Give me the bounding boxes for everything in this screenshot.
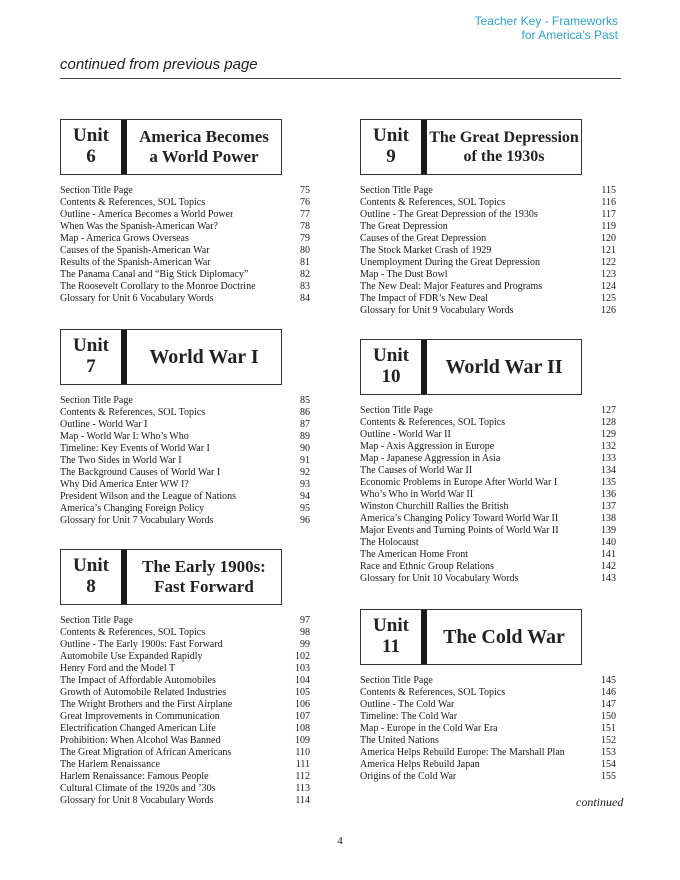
entry-page: 75 <box>300 185 310 196</box>
entry-title: Section Title Page <box>360 405 433 416</box>
contents-entry <box>60 221 310 233</box>
unit-label: Unit <box>373 125 409 146</box>
contents-entry <box>360 513 616 525</box>
entry-page: 114 <box>295 795 310 806</box>
entry-page: 83 <box>300 281 310 292</box>
contents-entry <box>360 759 616 771</box>
unit-heading-box <box>60 329 282 385</box>
entry-title: America Helps Rebuild Europe: The Marshall Plan <box>360 747 565 758</box>
contents-entry <box>360 675 616 687</box>
entry-title: When Was the Spanish-American War? <box>60 221 218 232</box>
unit-heading-box <box>60 549 282 605</box>
contents-list <box>60 615 310 807</box>
entry-page: 137 <box>601 501 616 512</box>
entry-page: 132 <box>601 441 616 452</box>
unit-title-line: America Becomes <box>139 127 269 146</box>
contents-entry <box>60 699 310 711</box>
entry-title: Outline - America Becomes a World Power <box>60 209 234 220</box>
entry-title: Section Title Page <box>360 185 433 196</box>
entry-title: Section Title Page <box>60 615 133 626</box>
unit-heading-box <box>360 339 582 395</box>
contents-entry <box>60 455 310 467</box>
unit-title-line: World War II <box>445 355 563 378</box>
unit-title <box>127 120 281 174</box>
contents-entry <box>360 453 616 465</box>
contents-entry <box>360 269 616 281</box>
unit-number <box>61 120 121 174</box>
entry-page: 147 <box>601 699 616 710</box>
entry-title: The Great Migration of African Americans <box>60 747 232 758</box>
entry-page: 80 <box>300 245 310 256</box>
contents-entry <box>60 407 310 419</box>
contents-entry <box>360 537 616 549</box>
entry-title: Timeline: Key Events of World War I <box>60 443 210 454</box>
unit-title-line: World War I <box>149 345 259 368</box>
entry-title: Harlem Renaissance: Famous People <box>60 771 209 782</box>
unit-number-value: 11 <box>382 636 400 657</box>
contents-entry <box>60 269 310 281</box>
entry-page: 125 <box>601 293 616 304</box>
entry-title: Glossary for Unit 6 Vocabulary Words <box>60 293 214 304</box>
entry-title: Outline - World War I <box>60 419 148 430</box>
entry-title: President Wilson and the League of Nations <box>60 491 237 502</box>
entry-page: 99 <box>300 639 310 650</box>
entry-page: 82 <box>300 269 310 280</box>
contents-entry <box>60 467 310 479</box>
entry-title: Origins of the Cold War <box>360 771 457 782</box>
unit-title-line: a World Power <box>149 147 259 166</box>
entry-page: 141 <box>601 549 616 560</box>
entry-page: 133 <box>601 453 616 464</box>
entry-title: Great Improvements in Communication <box>60 711 220 722</box>
contents-entry <box>60 293 310 305</box>
entry-title: Outline - The Cold War <box>360 699 455 710</box>
contents-entry <box>360 293 616 305</box>
contents-entry <box>360 573 616 585</box>
header-rule <box>60 78 621 79</box>
contents-entry <box>360 233 616 245</box>
contents-entry <box>60 479 310 491</box>
contents-entry <box>360 711 616 723</box>
contents-entry <box>360 561 616 573</box>
entry-title: Major Events and Turning Points of World War II <box>360 525 559 536</box>
contents-entry <box>60 759 310 771</box>
unit-section <box>360 339 616 585</box>
unit-title <box>427 610 581 664</box>
entry-page: 86 <box>300 407 310 418</box>
entry-page: 92 <box>300 467 310 478</box>
contents-entry <box>60 395 310 407</box>
entry-page: 143 <box>601 573 616 584</box>
contents-entry <box>60 627 310 639</box>
contents-entry <box>60 675 310 687</box>
entry-title: The American Home Front <box>360 549 469 560</box>
entry-title: Map - Europe in the Cold War Era <box>360 723 498 734</box>
entry-title: The Impact of Affordable Automobiles <box>60 675 216 686</box>
entry-page: 129 <box>601 429 616 440</box>
page-header <box>475 14 618 42</box>
unit-title <box>127 550 281 604</box>
entry-page: 112 <box>295 771 310 782</box>
entry-title: Winston Churchill Rallies the British <box>360 501 509 512</box>
entry-title: Prohibition: When Alcohol Was Banned <box>60 735 221 746</box>
contents-entry <box>60 257 310 269</box>
contents-entry <box>60 515 310 527</box>
entry-title: Unemployment During the Great Depression <box>360 257 540 268</box>
unit-heading-box <box>360 119 582 175</box>
entry-page: 79 <box>300 233 310 244</box>
entry-page: 115 <box>601 185 616 196</box>
entry-page: 122 <box>601 257 616 268</box>
entry-title: Contents & References, SOL Topics <box>360 687 506 698</box>
unit-number-value: 7 <box>86 356 96 377</box>
entry-page: 81 <box>300 257 310 268</box>
unit-number <box>361 120 421 174</box>
entry-page: 142 <box>601 561 616 572</box>
entry-page: 154 <box>601 759 616 770</box>
entry-title: Map - Japanese Aggression in Asia <box>360 453 501 464</box>
entry-title: Glossary for Unit 10 Vocabulary Words <box>360 573 519 584</box>
unit-number-value: 9 <box>386 146 396 167</box>
entry-page: 127 <box>601 405 616 416</box>
unit-title-line: The Great Depression <box>429 129 579 146</box>
contents-entry <box>60 687 310 699</box>
unit-number <box>61 330 121 384</box>
unit-section <box>360 119 616 317</box>
entry-title: Results of the Spanish-American War <box>60 257 211 268</box>
entry-page: 145 <box>601 675 616 686</box>
contents-entry <box>60 747 310 759</box>
entry-title: Who’s Who in World War II <box>360 489 474 500</box>
entry-title: Section Title Page <box>60 185 133 196</box>
unit-number <box>61 550 121 604</box>
contents-entry <box>60 185 310 197</box>
contents-entry <box>60 245 310 257</box>
contents-entry <box>360 771 616 783</box>
unit-title-line: The Cold War <box>443 625 565 648</box>
unit-label: Unit <box>73 335 109 356</box>
entry-title: Glossary for Unit 9 Vocabulary Words <box>360 305 514 316</box>
contents-entry <box>60 783 310 795</box>
contents-entry <box>360 281 616 293</box>
contents-entry <box>60 503 310 515</box>
unit-number-value: 6 <box>86 146 96 167</box>
entry-title: Glossary for Unit 7 Vocabulary Words <box>60 515 214 526</box>
contents-entry <box>60 723 310 735</box>
unit-number <box>361 610 421 664</box>
entry-title: The New Deal: Major Features and Programs <box>360 281 543 292</box>
contents-list <box>360 185 616 317</box>
entry-title: Outline - The Great Depression of the 1930s <box>360 209 538 220</box>
contents-entry <box>60 615 310 627</box>
page-number: 4 <box>337 835 343 847</box>
unit-label: Unit <box>73 555 109 576</box>
entry-page: 111 <box>295 759 310 770</box>
contents-entry <box>60 795 310 807</box>
entry-page: 106 <box>295 699 310 710</box>
unit-section <box>60 329 310 527</box>
continued-from-label: continued from previous page <box>60 56 258 73</box>
contents-entry <box>360 687 616 699</box>
contents-entry <box>360 257 616 269</box>
contents-entry <box>60 281 310 293</box>
entry-title: America’s Changing Foreign Policy <box>60 503 205 514</box>
entry-title: The Impact of FDR’s New Deal <box>360 293 489 304</box>
contents-entry <box>60 735 310 747</box>
entry-title: Contents & References, SOL Topics <box>360 197 506 208</box>
entry-title: Race and Ethnic Group Relations <box>360 561 494 572</box>
entry-page: 151 <box>601 723 616 734</box>
contents-entry <box>60 771 310 783</box>
entry-page: 123 <box>601 269 616 280</box>
contents-entry <box>360 489 616 501</box>
contents-entry <box>60 431 310 443</box>
entry-page: 103 <box>295 663 310 674</box>
contents-entry <box>360 501 616 513</box>
entry-title: Section Title Page <box>60 395 133 406</box>
contents-list <box>60 395 310 527</box>
unit-heading-box <box>60 119 282 175</box>
contents-entry <box>360 735 616 747</box>
entry-page: 87 <box>300 419 310 430</box>
entry-title: America’s Changing Policy Toward World War II <box>360 513 559 524</box>
unit-section <box>60 549 310 807</box>
contents-entry <box>360 305 616 317</box>
entry-page: 104 <box>295 675 310 686</box>
contents-entry <box>60 209 310 221</box>
entry-page: 105 <box>295 687 310 698</box>
unit-number-value: 8 <box>86 576 96 597</box>
entry-page: 90 <box>300 443 310 454</box>
contents-entry <box>360 209 616 221</box>
entry-page: 139 <box>601 525 616 536</box>
entry-title: Henry Ford and the Model T <box>60 663 176 674</box>
contents-list <box>360 405 616 585</box>
entry-page: 84 <box>300 293 310 304</box>
entry-page: 121 <box>601 245 616 256</box>
entry-title: The Background Causes of World War I <box>60 467 221 478</box>
contents-entry <box>360 429 616 441</box>
entry-title: The Harlem Renaissance <box>60 759 160 770</box>
entry-page: 91 <box>300 455 310 466</box>
contents-entry <box>360 417 616 429</box>
unit-number <box>361 340 421 394</box>
entry-title: The Roosevelt Corollary to the Monroe Doctrine <box>60 281 256 292</box>
entry-page: 138 <box>601 513 616 524</box>
entry-page: 94 <box>300 491 310 502</box>
entry-page: 150 <box>601 711 616 722</box>
entry-page: 96 <box>300 515 310 526</box>
entry-page: 128 <box>601 417 616 428</box>
unit-label: Unit <box>373 615 409 636</box>
unit-title-line: of the 1930s <box>463 148 545 165</box>
contents-entry <box>360 185 616 197</box>
entry-page: 89 <box>300 431 310 442</box>
entry-title: Glossary for Unit 8 Vocabulary Words <box>60 795 214 806</box>
entry-title: The Great Depression <box>360 221 448 232</box>
contents-entry <box>360 465 616 477</box>
entry-page: 78 <box>300 221 310 232</box>
unit-label: Unit <box>73 125 109 146</box>
contents-list <box>360 675 616 783</box>
contents-entry <box>360 549 616 561</box>
entry-title: The Causes of World War II <box>360 465 473 476</box>
entry-title: The Two Sides in World War I <box>60 455 182 466</box>
contents-entry <box>360 477 616 489</box>
entry-page: 113 <box>295 783 310 794</box>
contents-entry <box>360 221 616 233</box>
contents-entry <box>60 443 310 455</box>
contents-entry <box>60 491 310 503</box>
entry-title: Contents & References, SOL Topics <box>60 627 206 638</box>
entry-page: 155 <box>601 771 616 782</box>
entry-title: The Holocaust <box>360 537 419 548</box>
contents-entry <box>60 651 310 663</box>
unit-section <box>360 609 616 783</box>
entry-page: 135 <box>601 477 616 488</box>
entry-page: 124 <box>601 281 616 292</box>
unit-title-line: Fast Forward <box>154 577 254 596</box>
entry-page: 117 <box>601 209 616 220</box>
entry-title: Section Title Page <box>360 675 433 686</box>
entry-title: Outline - The Early 1900s: Fast Forward <box>60 639 223 650</box>
entry-title: Map - Axis Aggression in Europe <box>360 441 495 452</box>
unit-title-line: The Early 1900s: <box>142 557 266 576</box>
unit-title <box>427 120 581 174</box>
entry-page: 93 <box>300 479 310 490</box>
contents-list <box>60 185 310 305</box>
unit-title <box>427 340 581 394</box>
entry-title: Cultural Climate of the 1920s and ’30s <box>60 783 216 794</box>
entry-page: 85 <box>300 395 310 406</box>
contents-entry <box>360 723 616 735</box>
entry-page: 119 <box>601 221 616 232</box>
unit-number-value: 10 <box>381 366 401 387</box>
entry-title: Contents & References, SOL Topics <box>60 197 206 208</box>
entry-title: Outline - World War II <box>360 429 451 440</box>
entry-page: 110 <box>295 747 310 758</box>
entry-page: 152 <box>601 735 616 746</box>
entry-title: Growth of Automobile Related Industries <box>60 687 227 698</box>
entry-title: Electrification Changed American Life <box>60 723 216 734</box>
entry-title: Map - World War I: Who’s Who <box>60 431 189 442</box>
entry-title: Economic Problems in Europe After World War I <box>360 477 558 488</box>
unit-section <box>60 119 310 305</box>
entry-page: 136 <box>601 489 616 500</box>
entry-page: 109 <box>295 735 310 746</box>
unit-label: Unit <box>373 345 409 366</box>
header-line-1: Teacher Key - Frameworks <box>474 14 618 28</box>
entry-page: 134 <box>601 465 616 476</box>
entry-page: 153 <box>601 747 616 758</box>
entry-title: Why Did America Enter WW I? <box>60 479 189 490</box>
entry-page: 76 <box>300 197 310 208</box>
entry-title: The Stock Market Crash of 1929 <box>360 245 492 256</box>
entry-title: Contents & References, SOL Topics <box>60 407 206 418</box>
entry-title: Automobile Use Expanded Rapidly <box>60 651 203 662</box>
contents-entry <box>360 405 616 417</box>
entry-title: The United Nations <box>360 735 439 746</box>
contents-entry <box>360 245 616 257</box>
entry-title: America Helps Rebuild Japan <box>360 759 480 770</box>
entry-title: Map - The Dust Bowl <box>360 269 448 280</box>
entry-title: Causes of the Spanish-American War <box>60 245 210 256</box>
entry-title: Causes of the Great Depression <box>360 233 487 244</box>
entry-title: The Panama Canal and “Big Stick Diplomacy” <box>60 269 249 280</box>
contents-entry <box>60 197 310 209</box>
entry-page: 97 <box>300 615 310 626</box>
header-line-2: for America’s Past <box>521 28 618 42</box>
contents-entry <box>60 663 310 675</box>
entry-title: Timeline: The Cold War <box>360 711 458 722</box>
contents-entry <box>60 639 310 651</box>
entry-page: 116 <box>601 197 616 208</box>
entry-page: 140 <box>601 537 616 548</box>
continued-next-label: continued <box>576 795 624 809</box>
entry-page: 98 <box>300 627 310 638</box>
entry-page: 108 <box>295 723 310 734</box>
unit-heading-box <box>360 609 582 665</box>
entry-page: 107 <box>295 711 310 722</box>
entry-page: 77 <box>300 209 310 220</box>
entry-title: Map - America Grows Overseas <box>60 233 189 244</box>
entry-page: 102 <box>295 651 310 662</box>
contents-entry <box>360 441 616 453</box>
contents-entry <box>60 419 310 431</box>
contents-entry <box>360 699 616 711</box>
entry-page: 126 <box>601 305 616 316</box>
entry-page: 120 <box>601 233 616 244</box>
entry-page: 95 <box>300 503 310 514</box>
entry-title: The Wright Brothers and the First Airplane <box>60 699 233 710</box>
contents-entry <box>360 197 616 209</box>
contents-entry <box>360 747 616 759</box>
unit-title <box>127 330 281 384</box>
contents-entry <box>360 525 616 537</box>
contents-entry <box>60 233 310 245</box>
entry-page: 146 <box>601 687 616 698</box>
entry-title: Contents & References, SOL Topics <box>360 417 506 428</box>
contents-entry <box>60 711 310 723</box>
